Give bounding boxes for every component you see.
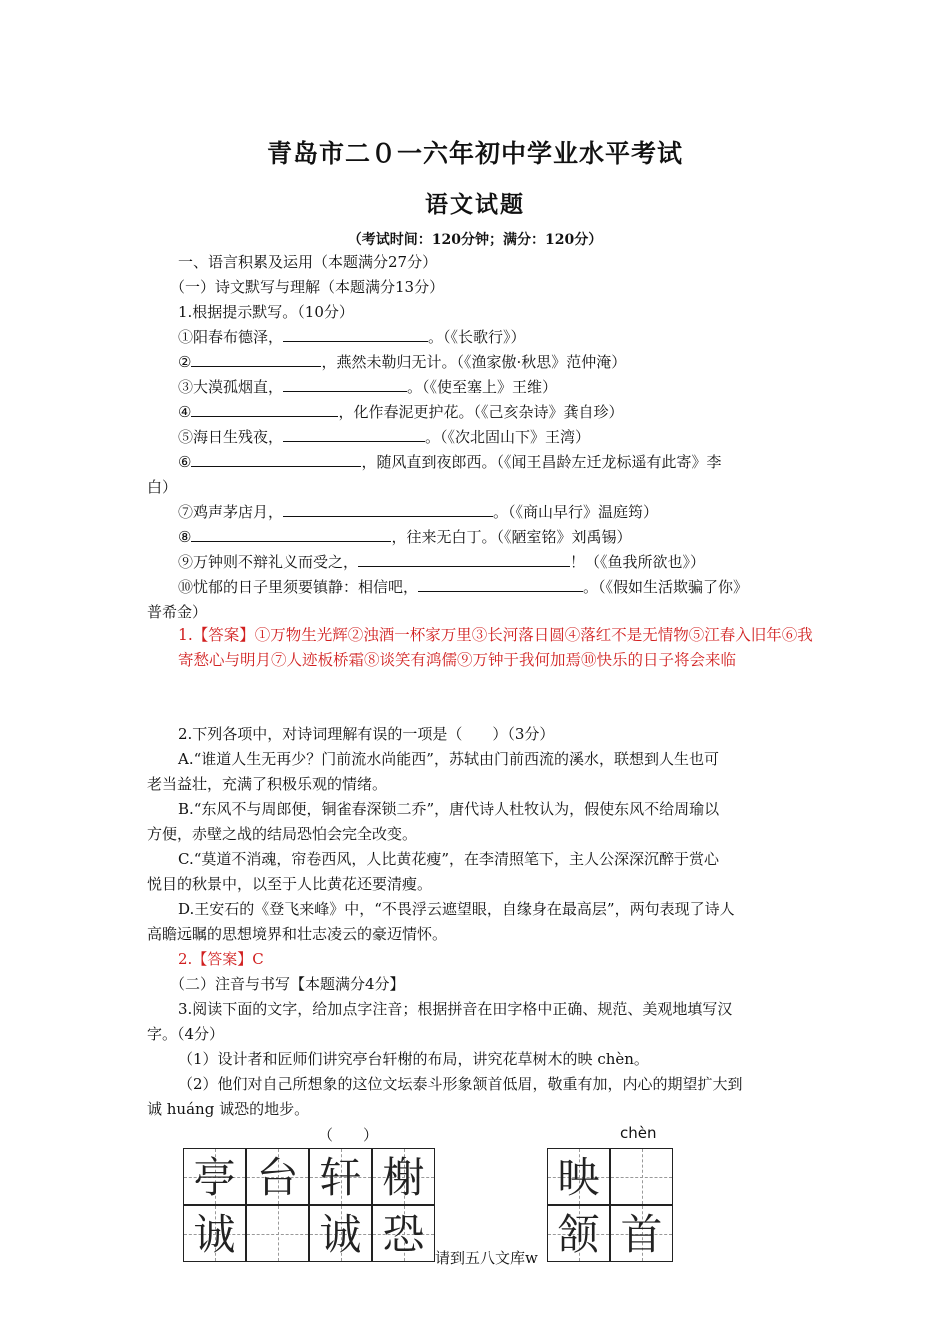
q1-item-4: ④ ，化作春泥更护花。（《己亥杂诗》龚自珍）	[178, 403, 624, 421]
pinyin-label: chèn	[620, 1124, 657, 1142]
q1-item-5: ⑤海日生残夜， 。（《次北固山下》王湾）	[178, 428, 591, 446]
grid-cell: 亭	[183, 1148, 246, 1205]
q1-stem: 1.根据提示默写。（10分）	[178, 303, 354, 321]
grid-cell: 轩	[309, 1148, 372, 1205]
page-subtitle: 语文试题	[425, 191, 525, 218]
q1-item-10: ⑩忧郁的日子里须要镇静：相信吧， 。（《假如生活欺骗了你》	[178, 578, 749, 596]
part2-heading: （二）注音与书写【本题满分4分】	[170, 975, 405, 993]
part1-heading: （一）诗文默写与理解（本题满分13分）	[170, 278, 445, 296]
q1-item-2: ② ，燕然未勒归无计。（《渔家傲·秋思》范仲淹）	[178, 353, 627, 371]
q1-item-9: ⑨万钟则不辩礼义而受之， ！（《鱼我所欲也》）	[178, 553, 706, 571]
q1-item-6-cont: 白）	[147, 478, 178, 496]
q2-option-a: A.“谁道人生无再少？门前流水尚能西”，苏轼由门前西流的溪水，联想到人生也可	[178, 750, 719, 768]
q1-item-6: ⑥ ，随风直到夜郎西。（《闻王昌龄左迁龙标遥有此寄》李	[178, 453, 722, 471]
q1-item-7: ⑦鸡声茅店月， 。（《商山早行》温庭筠）	[178, 503, 659, 521]
grid-cell: 首	[610, 1205, 673, 1262]
grid-cell: 颔	[547, 1205, 610, 1262]
q1-answer: 1.【答案】①万物生光辉②浊酒一杯家万里③长河落日圆④落红不是无情物⑤江春入旧年⑥我寄愁心与明月⑦人迹板桥霜⑧谈笑有鸿儒⑨万钟于我何加焉⑩快乐的日子将会来临	[178, 626, 813, 669]
q1-item-1: ①阳春布德泽， 。（《长歌行》）	[178, 328, 526, 346]
page-title: 青岛市二０一六年初中学业水平考试	[266, 139, 683, 168]
grid-cell: 诚	[309, 1205, 372, 1262]
q2-answer: 2.【答案】C	[178, 950, 264, 968]
q2-option-d-cont: 高瞻远瞩的思想境界和壮志凌云的豪迈情怀。	[147, 925, 448, 943]
q3-sentence-2-cont: 诚 huáng 诚恐的地步。	[147, 1100, 310, 1118]
q2-option-b: B.“东风不与周郎便，铜雀春深锁二乔”，唐代诗人杜牧认为，假使东风不给周瑜以	[178, 800, 720, 818]
grid-cell: 诚	[183, 1205, 246, 1262]
q2-option-c: C.“莫道不消魂，帘卷西风，人比黄花瘦”，在李清照笔下，主人公深深沉醉于赏心	[178, 850, 720, 868]
q2-option-a-cont: 老当益壮，充满了积极乐观的情绪。	[147, 775, 388, 793]
q3-stem-cont: 字。（4分）	[147, 1025, 225, 1043]
section-heading: 一、语言积累及运用（本题满分27分）	[178, 253, 438, 271]
q3-sentence-1: （1）设计者和匠师们讲究亭台轩榭的布局，讲究花草树木的映 chèn。	[178, 1050, 649, 1068]
q1-item-3: ③大漠孤烟直， 。（《使至塞上》王维）	[178, 378, 558, 396]
grid-cell	[246, 1205, 309, 1262]
q2-option-d: D.王安石的《登飞来峰》中，“不畏浮云遮望眼，自缘身在最高层”，两句表现了诗人	[178, 900, 735, 918]
grid-cell: 榭	[372, 1148, 435, 1205]
q2-option-b-cont: 方便，赤壁之战的结局恐怕会完全改变。	[147, 825, 418, 843]
answer-paren: （ ）	[318, 1126, 379, 1144]
footer-watermark: 请到五八文库w	[435, 1249, 538, 1267]
grid-cell: 映	[547, 1148, 610, 1205]
grid-cell	[610, 1148, 673, 1205]
q3-stem: 3.阅读下面的文字，给加点字注音；根据拼音在田字格中正确、规范、美观地填写汉	[178, 1000, 733, 1018]
q1-item-8: ⑧ ，往来无白丁。（《陋室铭》刘禹锡）	[178, 528, 632, 546]
q2-stem: 2.下列各项中，对诗词理解有误的一项是（ ）（3分）	[178, 725, 555, 743]
q1-item-10-cont: 普希金）	[147, 603, 208, 621]
grid-cell: 恐	[372, 1205, 435, 1262]
q2-option-c-cont: 悦目的秋景中，以至于人比黄花还要清瘦。	[147, 875, 433, 893]
exam-info: （考试时间：120分钟；满分：120分）	[347, 232, 603, 248]
grid-cell: 台	[246, 1148, 309, 1205]
q3-sentence-2: （2）他们对自己所想象的这位文坛泰斗形象颔首低眉，敬重有加，内心的期望扩大到	[178, 1075, 743, 1093]
